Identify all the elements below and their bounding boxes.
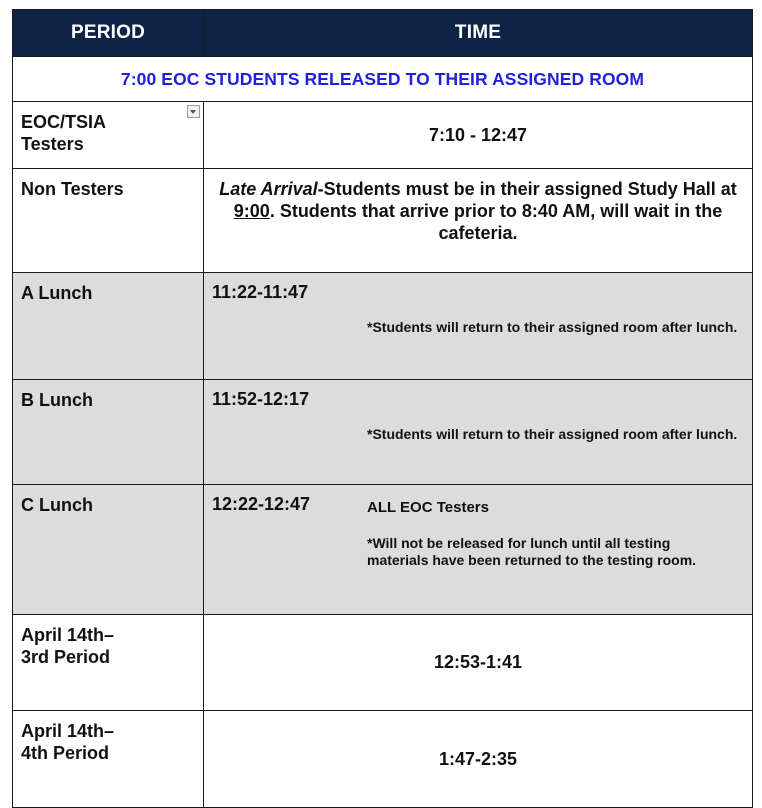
table-row (13, 615, 753, 711)
release-banner: 7:00 EOC STUDENTS RELEASED TO THEIR ASSIGNED ROOM (13, 57, 753, 102)
study-hall-time: 9:00 (233, 201, 270, 221)
c-lunch-note: *Will not be released for lunch until all testing materials have been returned to the testing room. (367, 535, 697, 568)
b-lunch-note: *Students will return to their assigned room after lunch. (367, 426, 738, 442)
c-lunch-cell (204, 485, 753, 615)
fourth-period-label (13, 711, 204, 808)
table-row (13, 102, 753, 169)
b-lunch-cell (204, 380, 753, 485)
a-lunch-note: *Students will return to their assigned room after lunch. (367, 319, 738, 335)
period-cell (13, 102, 204, 169)
b-lunch-time: 11:52-12:17 (212, 389, 310, 409)
filter-dropdown-icon[interactable] (187, 105, 200, 118)
c-lunch-tag: ALL EOC Testers (367, 499, 489, 516)
table-row (13, 380, 753, 485)
a-lunch-label: A Lunch (13, 273, 204, 380)
third-period-label (13, 615, 204, 711)
b-lunch-label: B Lunch (13, 380, 204, 485)
third-period-text: April 14th– 3rd Period (21, 625, 115, 667)
non-testers-text-part1: -Students must be in their assigned Study Hall at (317, 179, 737, 199)
non-testers-text (204, 169, 752, 244)
eoc-testers-label: EOC/TSIA Testers (21, 112, 106, 154)
late-arrival-text: Late Arrival (219, 179, 318, 199)
time-header: TIME (204, 10, 753, 57)
eoc-time: 7:10 - 12:47 (204, 102, 753, 169)
fourth-period-text: April 14th– 4th Period (21, 721, 115, 763)
period-header: PERIOD (13, 10, 204, 57)
a-lunch-time: 11:22-11:47 (212, 282, 309, 302)
table-row (13, 273, 753, 380)
table-row (13, 169, 753, 273)
a-lunch-cell (204, 273, 753, 380)
non-testers-text-part2: . Students that arrive prior to 8:40 AM, will wait in the cafeteria. (269, 201, 723, 243)
non-testers-cell (204, 169, 753, 273)
c-lunch-label: C Lunch (13, 485, 204, 615)
third-period-time: 12:53-1:41 (204, 615, 753, 711)
schedule-table (12, 9, 753, 808)
table-row (13, 485, 753, 615)
banner-row (13, 57, 753, 102)
table-row (13, 711, 753, 808)
fourth-period-time: 1:47-2:35 (204, 711, 753, 808)
c-lunch-time: 12:22-12:47 (212, 494, 311, 514)
non-testers-label: Non Testers (13, 169, 204, 273)
header-row (13, 10, 753, 57)
